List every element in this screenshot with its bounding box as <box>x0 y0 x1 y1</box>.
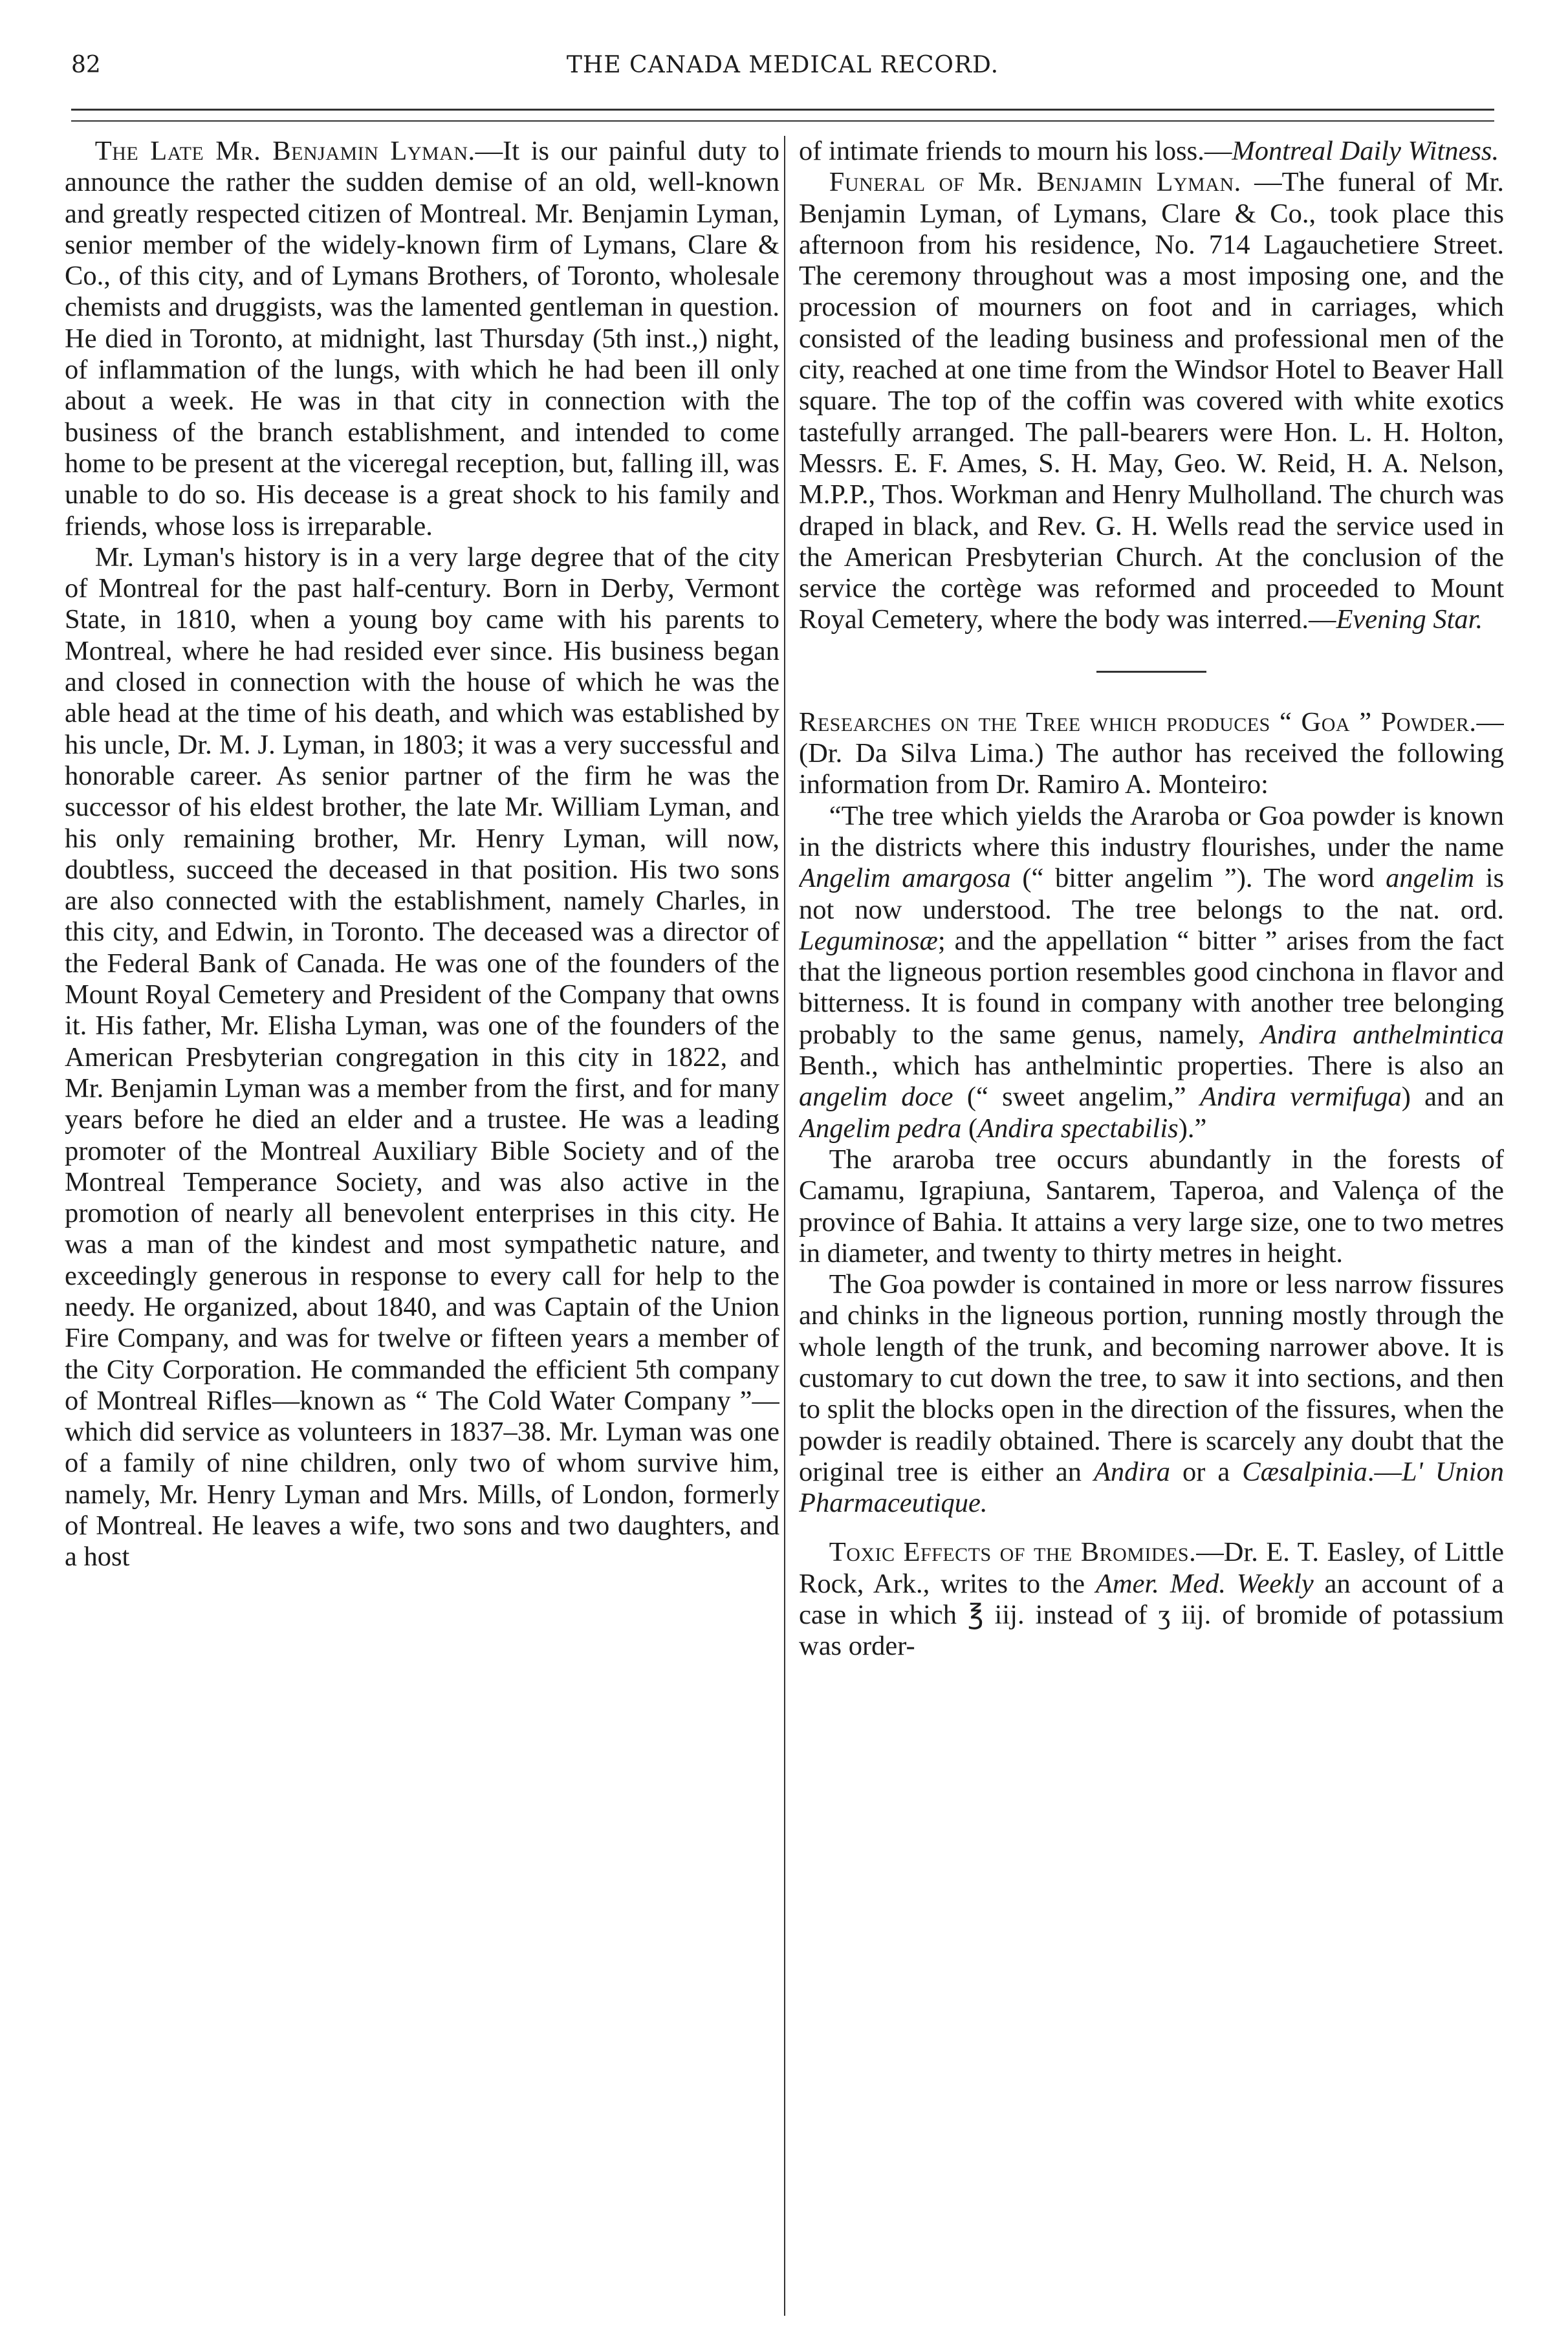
continued-paragraph <box>799 136 1504 167</box>
species-name: Andira <box>1093 1456 1171 1487</box>
section-heading: Funeral of Mr. Benjamin Lyman. <box>829 167 1241 198</box>
header-rule-top <box>71 109 1494 111</box>
running-header <box>71 52 1494 91</box>
goa-distribution-paragraph: The araroba tree occurs abundantly in the forests of Camamu, Igrapiuna, Santarem, Taperoa, and Valença of the province of Bahia. It attains a very large size, one to two metres in diameter, and twenty to thirty metres in height. <box>799 1144 1504 1268</box>
section-heading: Toxic Effects of the Bromides. <box>829 1537 1197 1568</box>
header-rule-bottom <box>71 120 1494 122</box>
paragraph-gap <box>799 1519 1504 1537</box>
goa-intro-paragraph <box>799 707 1504 801</box>
section-heading: The Late Mr. Benjamin Lyman. <box>94 136 475 166</box>
text-run: (“ sweet angelim,” <box>953 1082 1200 1113</box>
species-name: Andira vermifuga <box>1199 1082 1402 1113</box>
paragraph-text: of intimate friends to mourn his loss.— <box>799 136 1232 166</box>
journal-title: THE CANADA MEDICAL RECORD. <box>566 52 999 78</box>
text-run: ( <box>961 1113 978 1144</box>
species-name: angelim doce <box>799 1082 953 1113</box>
text-run: ).” <box>1178 1113 1207 1144</box>
text-run: .— <box>1367 1456 1402 1487</box>
text-run: Benth., which has anthelmintic properties. There is also an <box>799 1051 1504 1082</box>
goa-extraction-paragraph <box>799 1269 1504 1519</box>
species-name: Cæsalpinia <box>1242 1456 1367 1487</box>
text-run: or a <box>1170 1456 1243 1487</box>
text-run: an account of a case in which ℥ iij. instead of ʒ iij. of bromide of potassium was order- <box>799 1568 1504 1662</box>
right-column <box>799 136 1504 2316</box>
text-run: (“ bitter angelim ”). The word <box>1010 863 1386 894</box>
text-run: ) and an <box>1401 1082 1504 1113</box>
text-run: The Goa powder is contained in more or less narrow fissures and chinks in the ligneous portion, running mostly through the whole length of the trunk, and becoming narrower above. It is customary to cut down the tree, to saw it into sections, and then to split the blocks open in the direction of the fissures, when the powder is readily obtained. There is scarcely any doubt that the original tree is either an <box>799 1269 1504 1487</box>
text-run: is not now understood. The tree belongs to the nat. ord. <box>799 863 1504 925</box>
source-citation: L' Union Pharmaceutique. <box>799 1456 1504 1519</box>
left-column <box>65 136 779 2316</box>
page-number: 82 <box>71 52 101 78</box>
text-run: “The tree which yields the Araroba or Goa powder is known in the districts where this industry flourishes, under the name <box>799 800 1504 862</box>
italic-term: Leguminosæ <box>799 925 938 956</box>
paragraph-text: —(Dr. Da Silva Lima.) The author has received the following information from Dr. Ramiro A. Monteiro: <box>799 706 1504 800</box>
source-citation: Evening Star. <box>1336 604 1483 635</box>
species-name: Angelim pedra <box>799 1113 962 1144</box>
funeral-paragraph <box>799 167 1504 635</box>
journal-citation: Amer. Med. Weekly <box>1095 1568 1314 1599</box>
paragraph-text: —It is our painful duty to announce the rather the sudden demise of an old, well-known and greatly respected citizen of Montreal. Mr. Benjamin Lyman, senior member of the widely-known firm of Lymans, Clare & Co., of this city, and of Lymans Brothers, of Toronto, wholesale chemists and druggists, was the lamented gentleman in question. He died in Toronto, at midnight, last Thursday (5th inst.,) night, of inflammation of the lungs, with which he had been ill only about a week. He was in that city in connection with the business of the branch establishment, and intended to come home to be present at the viceregal reception, but, falling ill, was unable to do so. His decease is a great shock to his family and friends, whose loss is irreparable. <box>65 136 779 541</box>
species-name: Angelim amargosa <box>799 863 1011 894</box>
species-name: Andira spectabilis <box>977 1113 1179 1144</box>
lyman-history-paragraph: Mr. Lyman's history is in a very large degree that of the city of Montreal for the past half-century. Born in Derby, Vermont State, in 1810, when a young boy came with his parents to Montreal, where he had resided ever since. His business began and closed in connection with the house of which he was the able head at the time of his death, and which was established by his uncle, Dr. M. J. Lyman, in 1803; it was a very successful and honorable career. As senior partner of the firm he was the successor of his eldest brother, the late Mr. William Lyman, and his only remaining brother, Mr. Henry Lyman, will now, doubtless, succeed the deceased in that position. His two sons are also connected with the establishment, namely Charles, in this city, and Edwin, in Toronto. The deceased was a director of the Federal Bank of Canada. He was one of the founders of the Mount Royal Cemetery and President of the Company that owns it. His father, Mr. Elisha Lyman, was one of the founders of the American Presbyterian congregation in this city in 1822, and Mr. Benjamin Lyman was a member from the first, and for many years before he died an elder and a trustee. He was a leading promoter of the Montreal Auxiliary Bible Society and of the Montreal Temperance Society, and was also active in the promotion of nearly all benevolent enterprises in this city. He was a man of the kindest and most sympathetic nature, and exceedingly generous in response to every call for help to the needy. He organized, about 1840, and was Captain of the Union Fire Company, and was for twelve or fifteen years a member of the City Corporation. He commanded the efficient 5th company of Montreal Rifles—known as “ The Cold Water Company ”—which did service as volunteers in 1837–38. Mr. Lyman was one of a family of nine children, only two of whom survive him, namely, Mr. Henry Lyman and Mrs. Mills, of London, formerly of Montreal. He leaves a wife, two sons and two daughters, and a host <box>65 541 779 1573</box>
source-citation: Montreal Daily Witness. <box>1232 136 1499 166</box>
italic-term: angelim <box>1386 863 1475 894</box>
text-run: ; and the appellation “ bitter ” arises from the fact that the ligneous portion resembles good cinchona in flavor and bitterness. It is found in company with another tree belonging probably to the same genus, namely, <box>799 925 1504 1050</box>
lyman-obituary-paragraph <box>65 136 779 542</box>
bromides-paragraph <box>799 1537 1504 1662</box>
section-separator <box>799 636 1504 707</box>
section-heading: Researches on the Tree which produces “ Goa ” Powder. <box>799 706 1477 737</box>
column-divider <box>784 136 785 2316</box>
species-name: Andira anthelmintica <box>1260 1019 1504 1050</box>
goa-quote-paragraph <box>799 801 1504 1144</box>
paragraph-text: —The funeral of Mr. Benjamin Lyman, of Lymans, Clare & Co., took place this afternoon from his residence, No. 714 Lagauchetiere Street. The ceremony throughout was a most imposing one, and the procession of mourners on foot and in carriages, which consisted of the leading business and professional men of the city, reached at one time from the Windsor Hotel to Beaver Hall square. The top of the coffin was covered with white exotics tastefully arranged. The pall-bearers were Hon. L. H. Holton, Messrs. E. F. Ames, S. H. May, Geo. W. Reid, H. A. Nelson, M.P.P., Thos. Workman and Henry Mulholland. The church was draped in black, and Rev. G. H. Wells read the service used in the American Presbyterian Church. At the conclusion of the service the cortège was reformed and proceeded to Mount Royal Cemetery, where the body was interred.— <box>799 167 1504 635</box>
text-run: —Dr. E. T. Easley, of Little Rock, Ark., writes to the <box>799 1537 1504 1599</box>
